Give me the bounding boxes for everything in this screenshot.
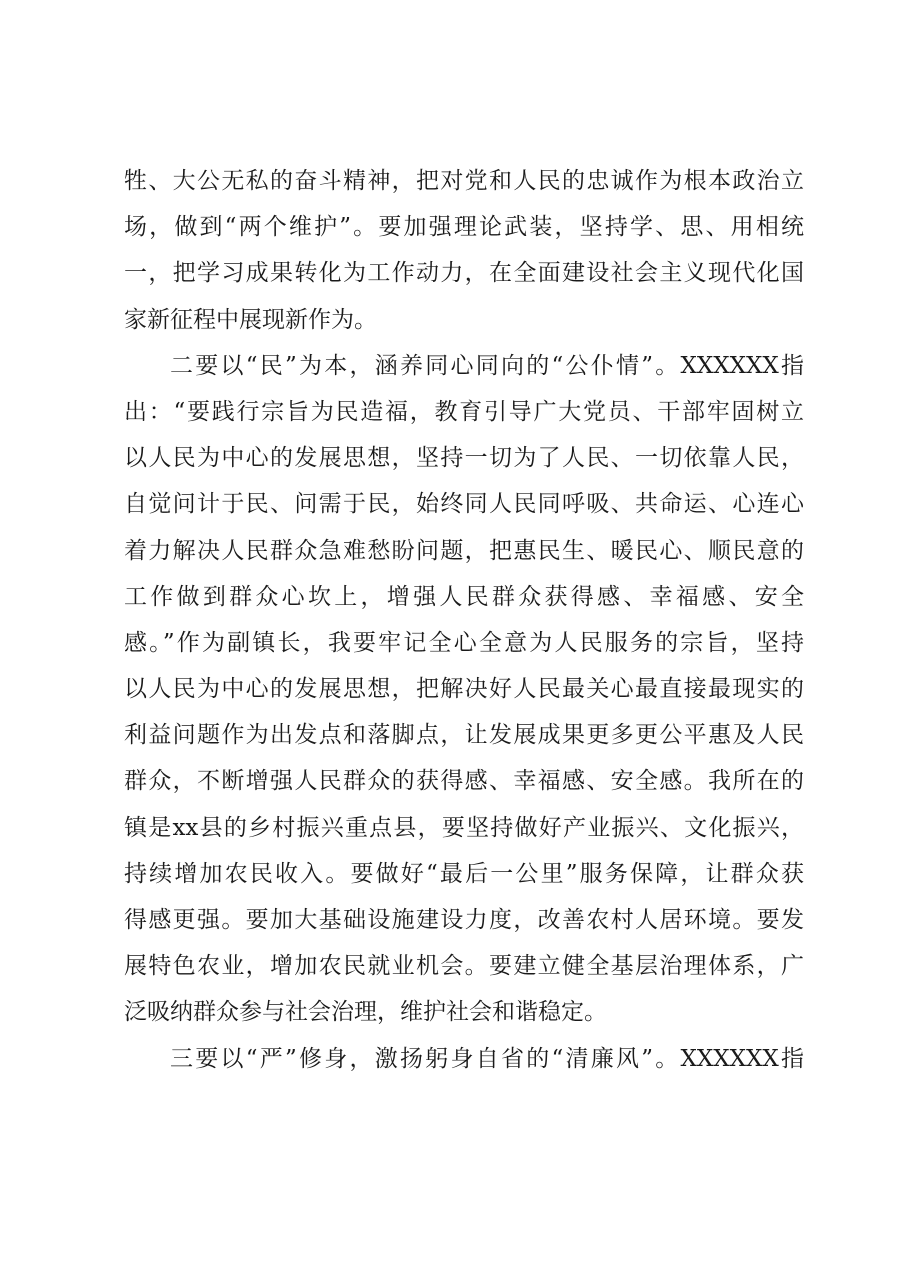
text-line: 得感更强。要加大基础设施建设力度，改善农村人居环境。要发 (124, 907, 804, 933)
text-line: 工作做到群众心坎上，增强人民群众获得感、幸福感、安全 (124, 583, 804, 610)
text-line: 着力解决人民群众急难愁盼问题，把惠民生、暖民心、顺民意的 (124, 537, 804, 564)
text-line: 出：“要践行宗旨为民造福，教育引导广大党员、干部牢固树立 (124, 398, 804, 425)
body-text (124, 158, 804, 1082)
text-line: 镇是xx县的乡村振兴重点县，要坚持做好产业振兴、文化振兴， (124, 814, 804, 841)
text-line: 泛吸纳群众参与社会治理，维护社会和谐稳定。 (124, 999, 607, 1026)
paragraph-heading-2: 二要以“民”为本，涵养同心同向的“公仆情”。XXXXXX指 (170, 352, 804, 379)
text-line: 牲、大公无私的奋斗精神，把对党和人民的忠诚作为根本政治立 (124, 168, 804, 194)
text-line: 场，做到“两个维护”。要加强理论武装，坚持学、思、用相统 (124, 214, 804, 241)
text-line: 感。”作为副镇长，我要牢记全心全意为人民服务的宗旨，坚持 (124, 629, 804, 656)
text-line: 家新征程中展现新作为。 (124, 306, 377, 333)
text-line: 以人民为中心的发展思想，把解决好人民最关心最直接最现实的 (124, 676, 804, 703)
text-line: 一，把学习成果转化为工作动力，在全面建设社会主义现代化国 (124, 260, 804, 287)
text-line: 自觉问计于民、问需于民，始终同人民同呼吸、共命运、心连心 (124, 491, 804, 518)
text-line: 展特色农业，增加农民就业机会。要建立健全基层治理体系，广 (124, 953, 804, 980)
text-line: 持续增加农民收入。要做好“最后一公里”服务保障，让群众获 (124, 860, 804, 887)
text-line: 群众，不断增强人民群众的获得感、幸福感、安全感。我所在的 (124, 768, 804, 795)
text-line: 利益问题作为出发点和落脚点，让发展成果更多更公平惠及人民 (124, 722, 804, 749)
text-line: 以人民为中心的发展思想，坚持一切为了人民、一切依靠人民， (124, 445, 804, 472)
paragraph-heading-3: 三要以“严”修身，激扬躬身自省的“清廉风”。XXXXXX指 (170, 1045, 804, 1072)
